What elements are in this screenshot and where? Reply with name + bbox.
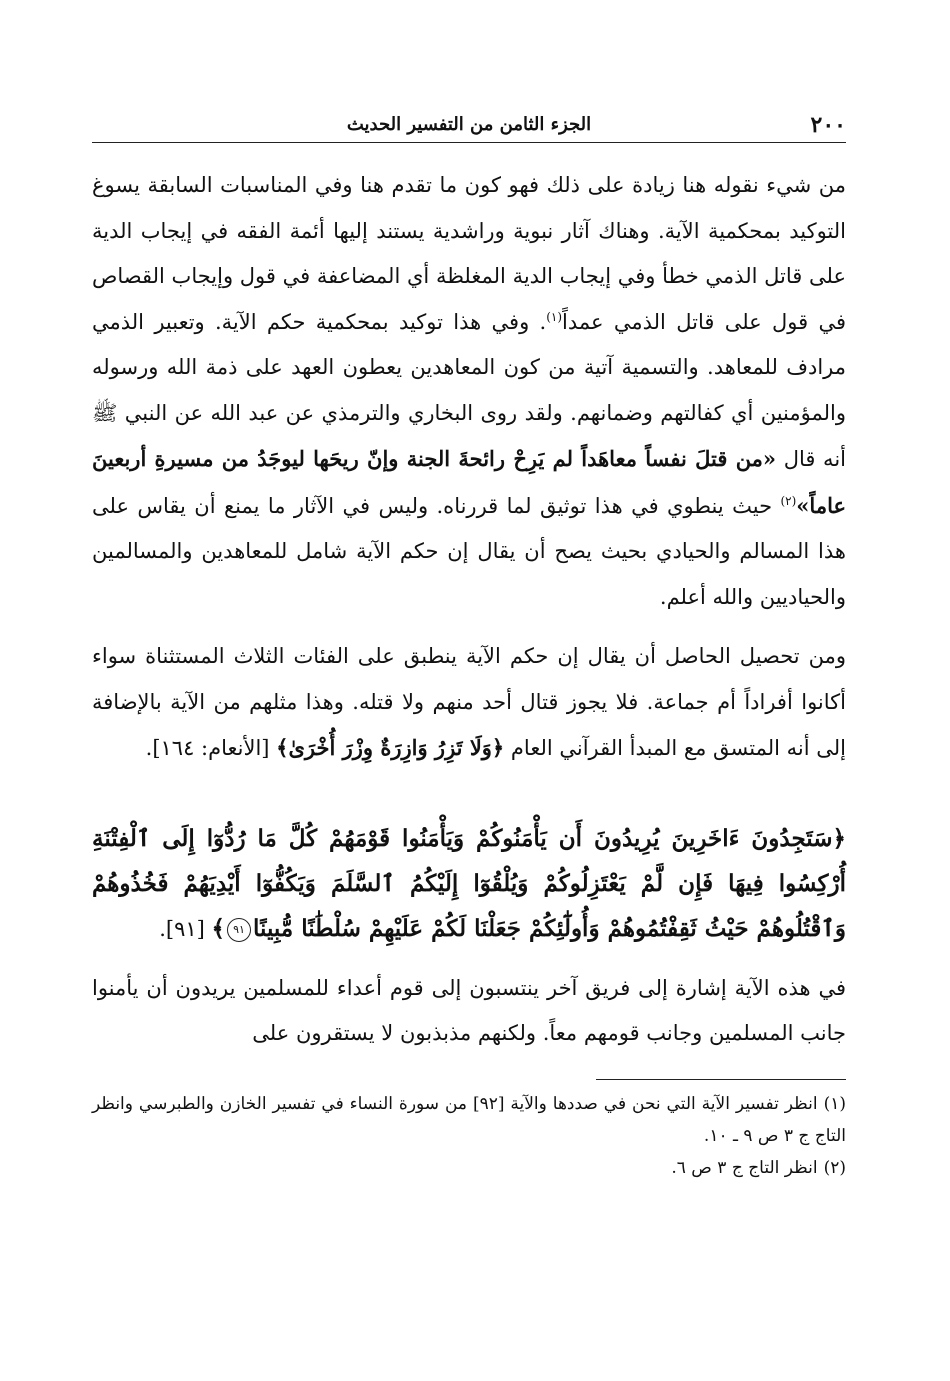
page-number: ٢٠٠ — [810, 112, 846, 138]
p2-text: ومن تحصيل الحاصل أن يقال إن حكم الآية ينطبق على الفئات الثلاث المستثناة سواء أكانوا أفراداً أم جماعة. فلا يجوز قتال أحد منهم ولا قتله. وهذا مثلهم من الآية بالإضافة إلى أنه المتسق مع المبدأ القرآني العام — [92, 644, 846, 760]
verse-text: ﴿سَتَجِدُونَ ءَاخَرِينَ يُرِيدُونَ أَن يَأْمَنُوكُمْ وَيَأْمَنُوا قَوْمَهُمْ كُلَّ مَا رُدُّوٓا إِلَى ٱلْفِتْنَةِ أُرْكِسُوا فِيهَا فَإِن لَّمْ يَعْتَزِلُوكُمْ وَيُلْقُوٓا إِلَيْكُمُ ٱلسَّلَمَ وَيَكُفُّوٓا أَيْدِيَهُمْ فَخُذُوهُمْ وَٱقْتُلُوهُمْ حَيْثُ ثَقِفْتُمُوهُمْ وَأُولَٰٓئِكُمْ جَعَلْنَا لَكُمْ عَلَيْهِمْ سُلْطَٰنًا مُّبِينًا — [92, 824, 846, 942]
p1-text-c: حيث ينطوي في هذا توثيق لما قررناه. وليس في الآثار ما يمنع أن يقاس على هذا المسالم والحيادي بحيث يصح أن يقال إن حكم الآية شامل للمعاهدين والمسالمين والحياديين والله أعلم. — [92, 493, 846, 609]
book-page — [92, 108, 846, 1184]
commentary-text — [92, 966, 846, 1057]
footnote-2 — [92, 1152, 846, 1184]
footnote-2-text: انظر التاج ج ٣ ص ٦. — [671, 1157, 818, 1178]
footnote-1-number: (١) — [823, 1093, 846, 1114]
footnotes — [92, 1088, 846, 1184]
paragraph-3: في هذه الآية إشارة إلى فريق آخر ينتسبون إلى قوم أعداء للمسلمين يريدون أن يأمنوا جانب المسلمين وجانب قومهم معاً. ولكنهم مذبذبون لا يستقرون على — [92, 975, 846, 1045]
quran-verse-block — [92, 816, 846, 952]
inline-verse-reference: [الأنعام: ١٦٤]. — [145, 736, 277, 760]
p1-text-b: . وفي هذا توكيد بمحكمية حكم الآية. وتعبير الذمي مرادف للمعاهد. والتسمية آتية من كون المعاهدين يعطون العهد على ذمة الله ورسوله والمؤمنين أي كفالتهم وضمانهم. ولقد روى البخاري والترمذي عن عبد الله عن النبي ﷺ أنه قال — [92, 309, 846, 471]
paragraph-2 — [92, 634, 846, 772]
paragraph-1 — [92, 163, 846, 620]
footnote-divider — [596, 1079, 846, 1080]
p1-text-a: من شيء نقوله هنا زيادة على ذلك فهو كون ما تقدم هنا وفي المناسبات السابقة يسوغ التوكيد بمحكمية الآية. وهناك آثار نبوية وراشدية يستند إليها أئمة الفقه في إيجاب الدية على قاتل الذمي خطأ وفي إيجاب الدية المغلظة أي المضاعفة في قول وإيجاب القصاص في قول على قاتل الذمي عمداً — [92, 173, 846, 334]
inline-verse: ﴿وَلَا تَزِرُ وَازِرَةٌ وِزْرَ أُخْرَىٰ﴾ — [276, 735, 505, 760]
footnote-1 — [92, 1088, 846, 1152]
verse-closing-bracket: ﴾ — [211, 914, 226, 942]
running-title: الجزء الثامن من التفسير الحديث — [346, 114, 592, 135]
footnote-2-number: (٢) — [823, 1157, 846, 1178]
footnote-ref-2: (٢) — [780, 493, 797, 508]
hadith-quote: «من قتلَ نفساً معاهَداً لم يَرِحْ رائحةَ الجنة وإنّ ريحَها ليوجَدُ من مسيرةِ أربعينَ عاماً» — [92, 446, 846, 518]
ayah-number-marker: ٩١ — [227, 918, 251, 942]
main-text — [92, 163, 846, 772]
verse-reference: [٩١]. — [159, 916, 212, 941]
footnote-1-text: انظر تفسير الآية التي نحن في صددها والآية [٩٢] من سورة النساء في تفسير الخازن والطبرسي وانظر التاج ج ٣ ص ٩ ـ ١٠. — [92, 1093, 846, 1146]
page-header — [92, 108, 846, 143]
footnote-ref-1: (١) — [546, 309, 563, 324]
